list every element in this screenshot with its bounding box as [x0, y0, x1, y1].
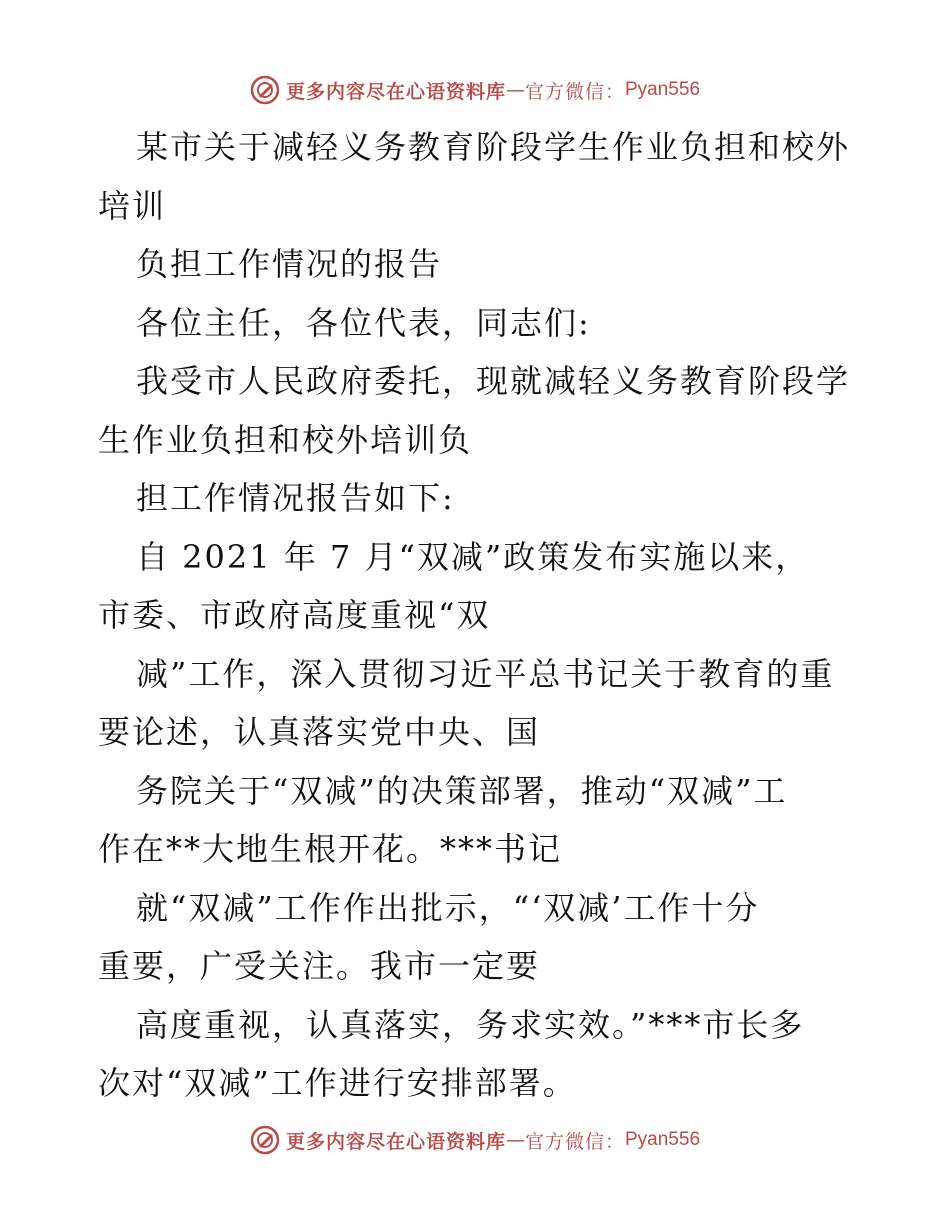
text-line: 培训	[98, 186, 167, 225]
text-line: 次对“双减”工作进行安排部署。	[98, 1064, 577, 1102]
text-line: 某市关于减轻义务教育阶段学生作业负担和校外	[136, 128, 851, 166]
watermark-main-text: 更多内容尽在心语资料库	[285, 80, 506, 103]
pen-logo-icon	[250, 1125, 280, 1155]
watermark-main-text: 更多内容尽在心语资料库	[285, 1130, 506, 1153]
watermark-sub-text: 官方微信：	[524, 1130, 625, 1153]
watermark-dash: —	[505, 79, 525, 101]
text-line: 负担工作情况的报告	[136, 245, 443, 283]
text-line: 市委、市政府高度重视“双	[98, 596, 491, 634]
text-line: 高度重视，认真落实，务求实效。”***市长多	[136, 1005, 805, 1044]
watermark-sub-text: 官方微信：	[524, 80, 625, 103]
text-line: 各位主任，各位代表，同志们:	[136, 303, 591, 342]
text-line: 担工作情况报告如下:	[136, 479, 455, 517]
text-line: 作在**大地生根开花。***书记	[98, 830, 563, 868]
watermark-wechat-id: Pyan556	[625, 1129, 701, 1150]
text-line: 要论述，认真落实党中央、国	[98, 713, 541, 751]
text-line: 生作业负担和校外培训负	[98, 420, 473, 459]
text-line: 务院关于“双减”的决策部署，推动“双减”工	[136, 771, 788, 810]
text-line: 就“双减”工作作出批示，“‘双减’工作十分	[136, 888, 760, 927]
watermark-header	[0, 70, 950, 110]
watermark-dash: —	[505, 1129, 525, 1151]
pen-logo-icon	[250, 75, 280, 105]
text-line: 我受市人民政府委托，现就减轻义务教育阶段学	[136, 362, 851, 400]
document-body	[98, 118, 858, 1113]
text-line: 重要，广受关注。我市一定要	[98, 947, 541, 985]
watermark-wechat-id: Pyan556	[625, 79, 701, 100]
text-line: 减”工作，深入贯彻习近平总书记关于教育的重	[136, 654, 835, 693]
text-line: 自 2021 年 7 月“双减”政策发布实施以来，	[136, 537, 810, 576]
watermark-footer	[0, 1120, 950, 1160]
